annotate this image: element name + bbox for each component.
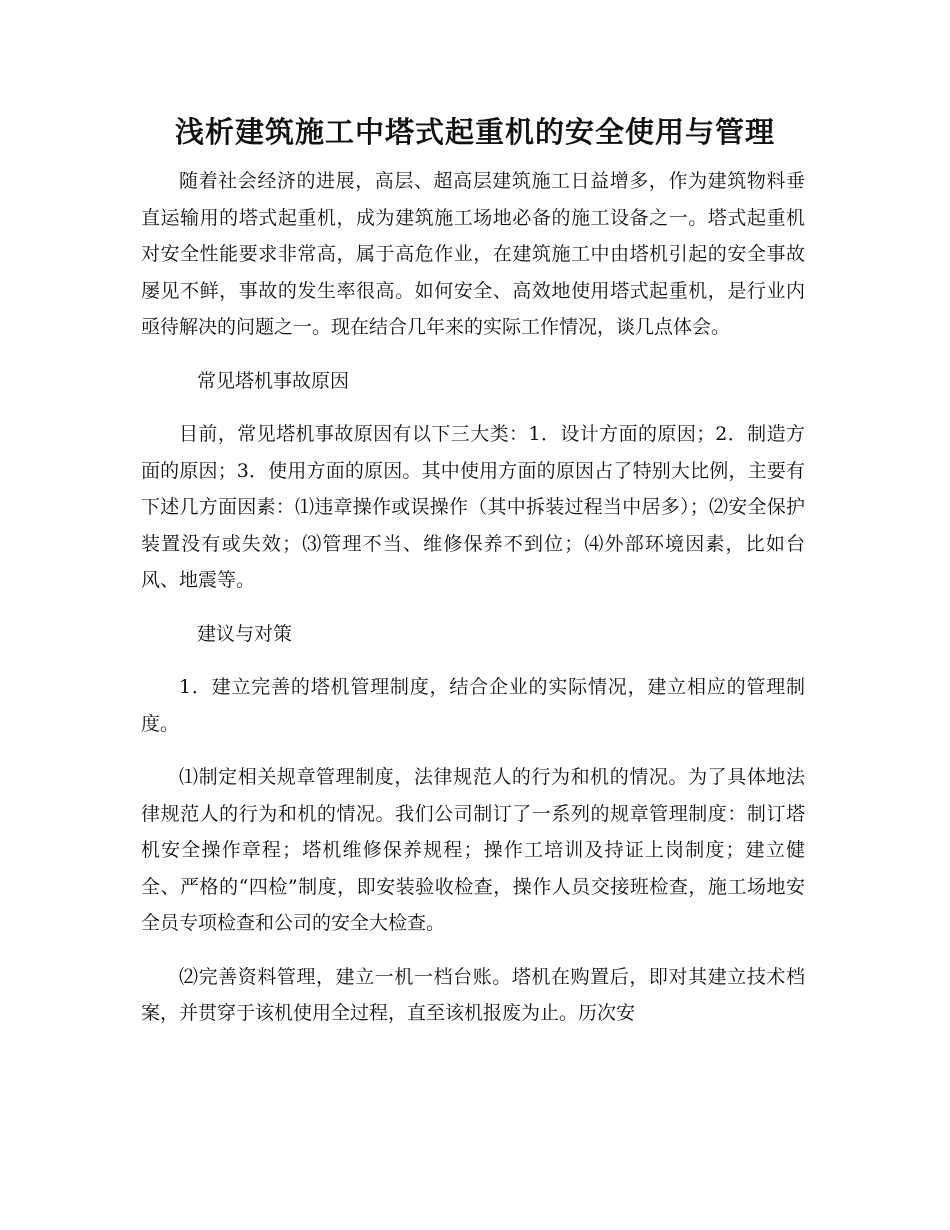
item-1-paragraph: 1．建立完善的塔机管理制度，结合企业的实际情况，建立相应的管理制度。	[141, 676, 805, 735]
paragraph-gap	[141, 942, 805, 959]
item-1-2-paragraph: ⑵完善资料管理，建立一机一档台账。塔机在购置后，即对其建立技术档案，并贯穿于该机使用全过程，直至该机报废为止。历次安	[141, 965, 805, 1024]
paragraph-gap	[141, 742, 805, 759]
section-heading-causes: 常见塔机事故原因	[197, 369, 350, 392]
paragraph-gap	[141, 399, 805, 416]
document-title: 浅析建筑施工中塔式起重机的安全使用与管理	[174, 115, 775, 149]
section-heading-suggestions: 建议与对策	[197, 622, 293, 645]
intro-paragraph: 随着社会经济的进展，高层、超高层建筑施工日益增多，作为建筑物料垂直运输用的塔式起重机，成为建筑施工场地必备的施工设备之一。塔式起重机对安全性能要求非常高，属于高危作业，在建筑施工中由塔机引起的安全事故屡见不鲜，事故的发生率很高。如何安全、高效地使用塔式起重机，是行业内亟待解决的问题之一。现在结合几年来的实际工作情况，谈几点体会。	[141, 170, 805, 338]
paragraph-gap	[141, 346, 805, 363]
paragraph-gap	[141, 599, 805, 616]
causes-paragraph: 目前，常见塔机事故原因有以下三大类：1．设计方面的原因；2．制造方面的原因；3．使用方面的原因。其中使用方面的原因占了特别大比例，主要有下述几方面因素：⑴违章操作或误操作（其中拆装过程当中居多）；⑵安全保护装置没有或失效；⑶管理不当、维修保养不到位；⑷外部环境因素，比如台风、地震等。	[141, 423, 805, 591]
paragraph-gap	[141, 652, 805, 669]
document-body	[141, 163, 805, 1032]
item-1-1-paragraph: ⑴制定相关规章管理制度，法律规范人的行为和机的情况。为了具体地法律规范人的行为和机的情况。我们公司制订了一系列的规章管理制度：制订塔机安全操作章程；塔机维修保养规程；操作工培训及持证上岗制度；建立健全、严格的“四检”制度，即安装验收检查，操作人员交接班检查，施工场地安全员专项检查和公司的安全大检查。	[141, 766, 805, 934]
